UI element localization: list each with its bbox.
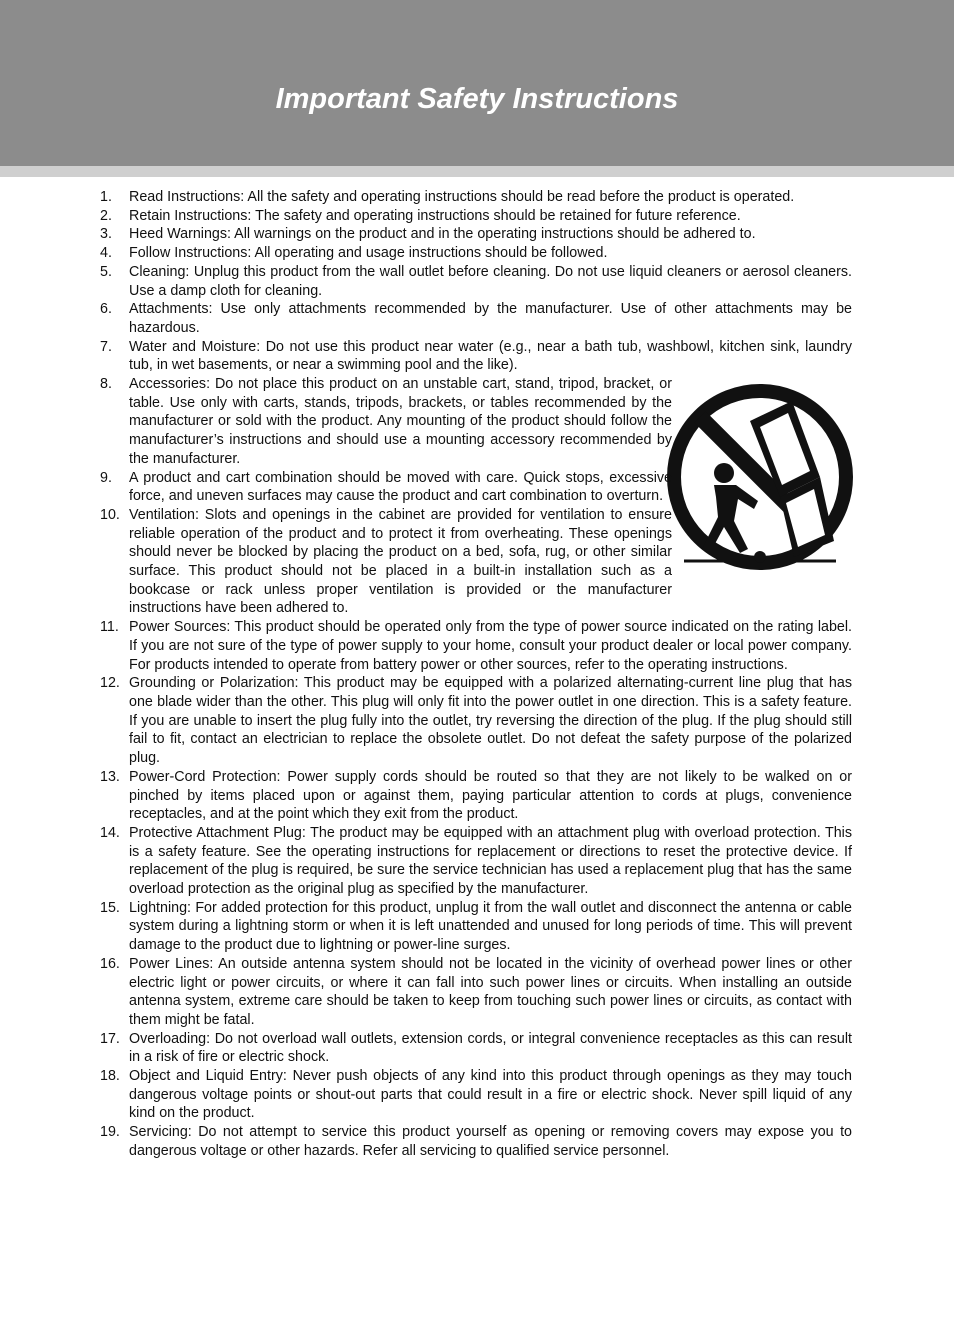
item-number: 11. [100, 619, 119, 636]
item-text [129, 375, 852, 469]
item-number: 4. [100, 245, 112, 262]
item-number: 8. [100, 376, 112, 393]
list-item [100, 300, 852, 337]
list-item [100, 768, 852, 824]
item-text: Power Sources: This product should be operated only from the type of power source indicated on the rating label. If you are not sure of the type of power supply to your home, consult your product dealer or local power company. For products intended to operate from battery power or other sources, refer to the operating instructions. [129, 619, 852, 673]
item-text: Protective Attachment Plug: The product may be equipped with an attachment plug with overload protection. This is a safety feature. See the operating instructions for replacement or directions to reset the protective device. If replacement of the plug is required, be sure the service technician has used a replacement plug that has the same overload protection as the original plug as specified by the manufacturer. [129, 824, 852, 898]
item-number: 1. [100, 189, 112, 205]
list-item [100, 469, 852, 506]
item-text: Object and Liquid Entry: Never push objects of any kind into this product through openings as they may touch dangerous voltage points or shout-out parts that could result in a fire or electric shock. Never spill liquid of any kind on the product. [129, 1068, 852, 1122]
item-text: Overloading: Do not overload wall outlets, extension cords, or integral convenience receptacles as this can result in a risk of fire or electric shock. [129, 1030, 852, 1066]
item-number: 13. [100, 768, 120, 785]
item-text: Read Instructions: All the safety and operating instructions should be read before the product is operated. [129, 189, 795, 205]
list-item [100, 244, 852, 263]
item-number: 10. [100, 506, 120, 523]
item-number: 3. [100, 226, 112, 243]
item-text: Ventilation: Slots and openings in the cabinet are provided for ventilation to ensure reliable operation of the product and to protect it from overheating. These openings should never be blocked by placing the product on a bed, sofa, rug, or other similar surface. This product should not be placed in a built-in installation such as a bookcase or rack unless proper ventilation is provided or the manufacturer instructions have been adhered to. [129, 506, 672, 617]
item-number: 7. [100, 338, 112, 355]
instructions-list [100, 188, 852, 1161]
header-strip [0, 166, 954, 177]
item-number: 18. [100, 1068, 120, 1085]
item-number: 9. [100, 469, 112, 486]
list-item [100, 188, 852, 207]
list-item [100, 899, 852, 955]
item-number: 14. [100, 824, 120, 841]
item-text: Servicing: Do not attempt to service this product yourself as opening or removing covers may expose you to dangerous voltage or other hazards. Refer all servicing to qualified service personnel. [129, 1124, 852, 1159]
list-item [100, 1067, 852, 1123]
item-text: Power-Cord Protection: Power supply cords should be routed so that they are not likely to be walked on or pinched by items placed upon or against them, paying particular attention to cords at plugs, convenience receptacles, and at the point which they exit from the product. [129, 768, 852, 823]
item-text: Retain Instructions: The safety and operating instructions should be retained for future reference. [129, 207, 741, 224]
item-number: 15. [100, 899, 120, 916]
item-text: Cleaning: Unplug this product from the wall outlet before cleaning. Do not use liquid cleaners or aerosol cleaners. Use a damp cloth for cleaning. [129, 263, 852, 299]
item-number: 5. [100, 263, 112, 280]
list-item [100, 263, 852, 300]
list-item [100, 506, 852, 618]
item-number: 19. [100, 1124, 120, 1141]
list-item [100, 375, 852, 469]
item-text-content: Accessories: Do not place this product on an unstable cart, stand, tripod, bracket, or table. Use only with carts, stands, tripods, brackets, or tables recommended by the manufacturer or sold with the product. Any mounting of the product should follow the manufacturer’s instructions and should use a mounting accessory recommended by the manufacturer. [129, 376, 672, 467]
item-text: Grounding or Polarization: This product may be equipped with a polarized alternating-current line plug that has one blade wider than the other. This plug will only fit into the power outlet in one direction. This is a safety feature. If you are unable to insert the plug fully into the outlet, try reversing the direction of the plug. If the plug should still fail to fit, contact an electrician to replace the obsolete outlet. Do not defeat the safety purpose of the polarized plug. [129, 675, 852, 767]
item-text: Attachments: Use only attachments recommended by the manufacturer. Use of other attachments may be hazardous. [129, 301, 852, 336]
item-text: Follow Instructions: All operating and usage instructions should be followed. [129, 245, 608, 262]
item-text: Power Lines: An outside antenna system should not be located in the vicinity of overhead power lines or other electric light or power circuits, or where it can fall into such power lines or circuits. When installing an outside antenna system, extreme care should be taken to keep from touching such power lines or circuits, as contact with them might be fatal. [129, 955, 852, 1028]
item-text: Water and Moisture: Do not use this product near water (e.g., near a bath tub, washbowl, kitchen sink, laundry tub, in wet basements, or near a swimming pool and the like). [129, 338, 852, 374]
list-item [100, 824, 852, 899]
item-number: 12. [100, 675, 120, 692]
item-text: Heed Warnings: All warnings on the product and in the operating instructions should be adhered to. [129, 226, 756, 243]
list-item [100, 674, 852, 768]
item-text: A product and cart combination should be moved with care. Quick stops, excessive force, and uneven surfaces may cause the product and cart combination to overturn. [129, 469, 672, 505]
list-item [100, 955, 852, 1030]
list-item [100, 618, 852, 674]
item-number: 17. [100, 1030, 120, 1047]
page-title: Important Safety Instructions [275, 83, 679, 115]
item-text: Lightning: For added protection for this product, unplug it from the wall outlet and disconnect the antenna or cable system during a lightning storm or when it is left unattended and unused for long periods of time. This will prevent damage to the product due to lightning or power-line surges. [129, 899, 852, 954]
item-number: 6. [100, 301, 112, 318]
list-item [100, 225, 852, 244]
item-number: 16. [100, 955, 120, 972]
list-item [100, 1123, 852, 1160]
list-item [100, 207, 852, 226]
item-number: 2. [100, 207, 112, 224]
list-item [100, 1030, 852, 1067]
list-item [100, 338, 852, 375]
